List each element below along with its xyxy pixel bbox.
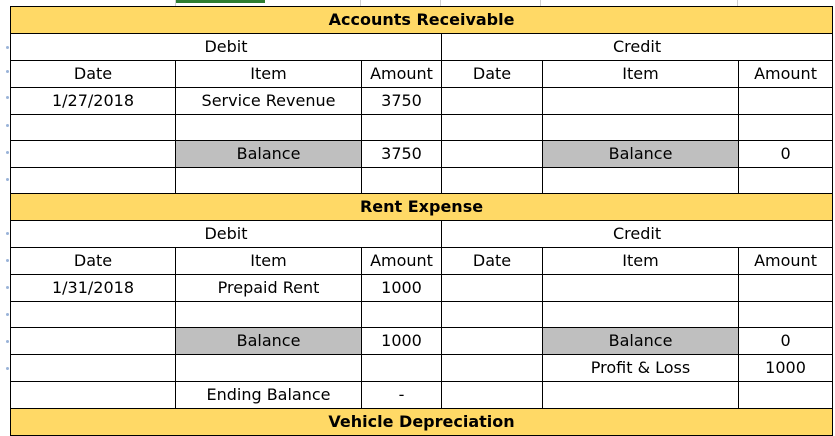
debit-balance-label[interactable]: Balance: [176, 141, 362, 168]
debit-section-label[interactable]: Debit: [11, 34, 442, 61]
debit-balance-label[interactable]: Balance: [176, 328, 362, 355]
credit-balance-amount[interactable]: 0: [739, 328, 833, 355]
empty-cell[interactable]: [11, 382, 176, 409]
empty-cell[interactable]: [11, 302, 176, 328]
ledger-title-accounts-receivable[interactable]: Accounts Receivable: [11, 7, 833, 34]
empty-cell[interactable]: [543, 115, 739, 141]
row-marker: [6, 124, 9, 127]
credit-date-header[interactable]: Date: [442, 248, 543, 275]
empty-cell[interactable]: [176, 302, 362, 328]
empty-cell[interactable]: [543, 275, 739, 302]
profit-loss-amount[interactable]: 1000: [739, 355, 833, 382]
empty-cell[interactable]: [442, 115, 543, 141]
empty-cell[interactable]: [442, 88, 543, 115]
empty-cell[interactable]: [362, 115, 442, 141]
selected-column-indicator: [175, 0, 265, 3]
debit-amount-header[interactable]: Amount: [362, 61, 442, 88]
row-marker: [6, 340, 9, 343]
credit-balance-amount[interactable]: 0: [739, 141, 833, 168]
row-marker: [6, 232, 9, 235]
empty-cell[interactable]: [543, 168, 739, 194]
ledger-title-rent-expense[interactable]: Rent Expense: [11, 194, 833, 221]
empty-cell[interactable]: [442, 302, 543, 328]
empty-cell[interactable]: [543, 88, 739, 115]
debit-amount-header[interactable]: Amount: [362, 248, 442, 275]
debit-balance-amount[interactable]: 3750: [362, 141, 442, 168]
debit-item-cell[interactable]: Prepaid Rent: [176, 275, 362, 302]
empty-cell[interactable]: [11, 168, 176, 194]
credit-section-label[interactable]: Credit: [442, 34, 833, 61]
empty-cell[interactable]: [442, 141, 543, 168]
row-marker: [6, 367, 9, 370]
empty-cell[interactable]: [442, 355, 543, 382]
empty-cell[interactable]: [543, 382, 739, 409]
row-marker: [6, 46, 9, 49]
debit-amount-cell[interactable]: 3750: [362, 88, 442, 115]
row-marker: [6, 178, 9, 181]
empty-cell[interactable]: [739, 302, 833, 328]
credit-date-header[interactable]: Date: [442, 61, 543, 88]
debit-date-cell[interactable]: 1/31/2018: [11, 275, 176, 302]
row-header-gutter: [0, 6, 10, 435]
empty-cell[interactable]: [442, 328, 543, 355]
ledger-title-vehicle-depreciation[interactable]: Vehicle Depreciation: [11, 409, 833, 436]
debit-item-header[interactable]: Item: [176, 61, 362, 88]
debit-amount-cell[interactable]: 1000: [362, 275, 442, 302]
empty-cell[interactable]: [739, 168, 833, 194]
empty-cell[interactable]: [739, 115, 833, 141]
credit-section-label[interactable]: Credit: [442, 221, 833, 248]
empty-cell[interactable]: [176, 168, 362, 194]
debit-section-label[interactable]: Debit: [11, 221, 442, 248]
empty-cell[interactable]: [543, 302, 739, 328]
row-marker: [6, 313, 9, 316]
credit-balance-label[interactable]: Balance: [543, 328, 739, 355]
empty-cell[interactable]: [362, 168, 442, 194]
empty-cell[interactable]: [442, 275, 543, 302]
debit-date-header[interactable]: Date: [11, 61, 176, 88]
credit-item-header[interactable]: Item: [543, 61, 739, 88]
empty-cell[interactable]: [362, 355, 442, 382]
empty-cell[interactable]: [442, 168, 543, 194]
row-marker: [6, 259, 9, 262]
empty-cell[interactable]: [176, 355, 362, 382]
debit-date-header[interactable]: Date: [11, 248, 176, 275]
empty-cell[interactable]: [11, 141, 176, 168]
credit-item-header[interactable]: Item: [543, 248, 739, 275]
empty-cell[interactable]: [442, 382, 543, 409]
debit-item-cell[interactable]: Service Revenue: [176, 88, 362, 115]
ending-balance-label[interactable]: Ending Balance: [176, 382, 362, 409]
credit-balance-label[interactable]: Balance: [543, 141, 739, 168]
empty-cell[interactable]: [176, 115, 362, 141]
empty-cell[interactable]: [362, 302, 442, 328]
credit-amount-header[interactable]: Amount: [739, 61, 833, 88]
empty-cell[interactable]: [11, 355, 176, 382]
row-marker: [6, 151, 9, 154]
profit-loss-label[interactable]: Profit & Loss: [543, 355, 739, 382]
empty-cell[interactable]: [739, 382, 833, 409]
debit-item-header[interactable]: Item: [176, 248, 362, 275]
credit-amount-header[interactable]: Amount: [739, 248, 833, 275]
row-marker: [6, 96, 9, 99]
row-marker: [6, 70, 9, 73]
debit-date-cell[interactable]: 1/27/2018: [11, 88, 176, 115]
ending-balance-value[interactable]: -: [362, 382, 442, 409]
row-marker: [6, 286, 9, 289]
debit-balance-amount[interactable]: 1000: [362, 328, 442, 355]
empty-cell[interactable]: [739, 275, 833, 302]
spreadsheet-grid: [10, 6, 833, 436]
empty-cell[interactable]: [11, 328, 176, 355]
empty-cell[interactable]: [11, 115, 176, 141]
empty-cell[interactable]: [739, 88, 833, 115]
